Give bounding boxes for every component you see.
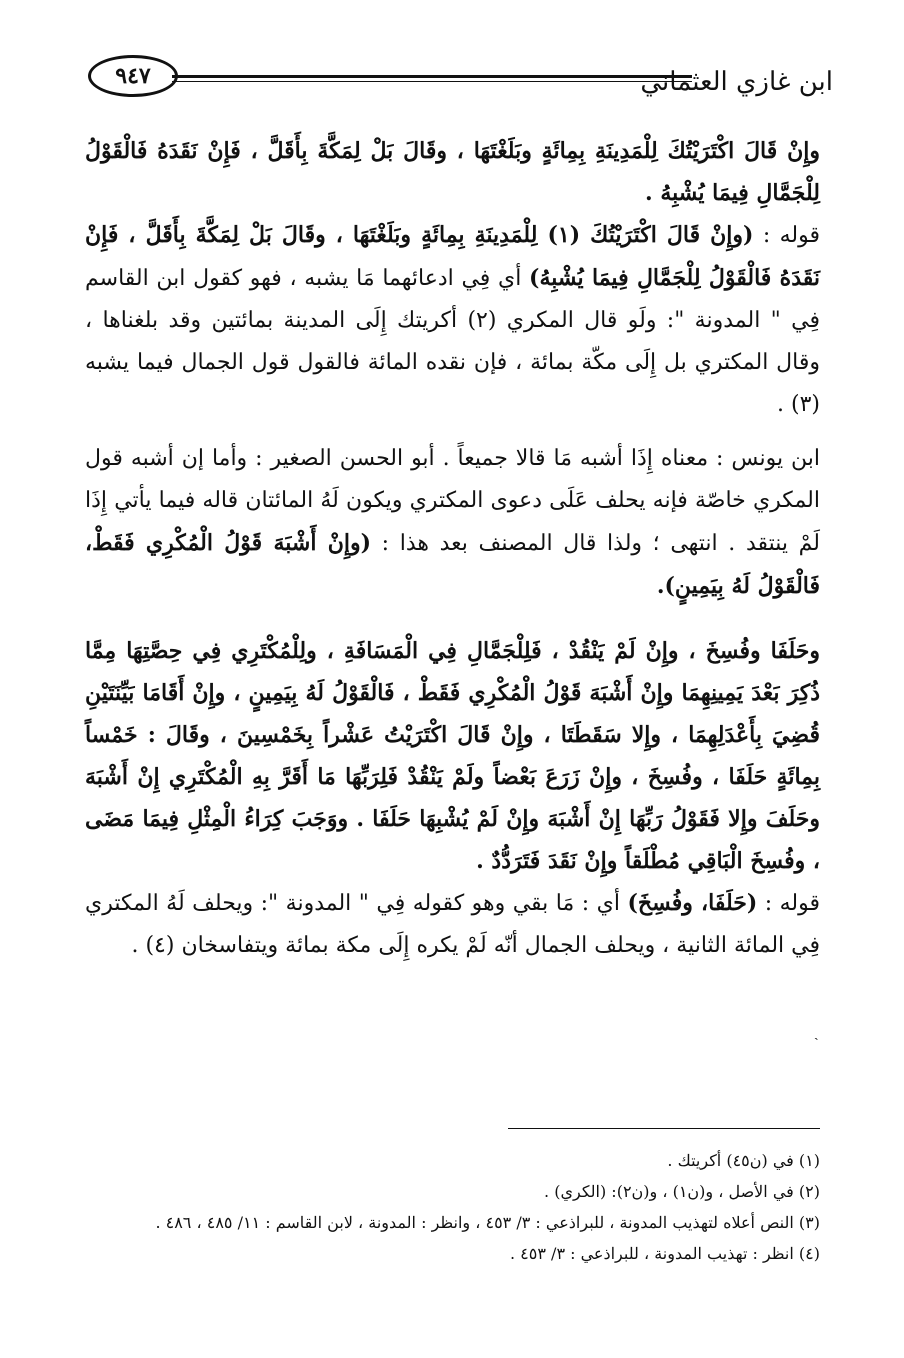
- quoted-matn: (وإِنْ قَالَ اكْتَرَيْتُكَ (١) لِلْمَدِينَةِ بِمِائَةٍ وبَلَغْتَهَا ، وقَالَ بَلْ لِمَكَّةَ بِأَقَلَّ ، فَإِنْ نَقَدَهُ فَالْقَوْلُ لِلْجَمَّالِ فِيمَا يُشْبِهُ): [85, 222, 820, 291]
- commentary-paragraph-1: [85, 214, 820, 426]
- commentary-text: أي : مَا بقي وهو كقوله فِي " المدونة ": ويحلف لَهُ المكتري فِي المائة الثانية ، ويحلف الجمال أنّه لَمْ يكره إِلَى مكة بمائة ويتفاسخان (٤) .: [85, 891, 820, 958]
- main-text: [85, 130, 820, 967]
- stray-mark: ˎ: [814, 1025, 819, 1041]
- commentary-text: ابن يونس : معناه إِذَا أشبه مَا قالا جميعاً . أبو الحسن الصغير : وأما إن أشبه قول المكري خاصّة فإنه يحلف عَلَى دعوى المكتري ويكون لَهُ المائتان قاله فيما يأتي إِذَا لَمْ ينتقد . انتهى ؛ ولذا قال المصنف بعد هذا :: [85, 446, 820, 556]
- header-rule: [172, 75, 692, 78]
- footnotes: [85, 1145, 820, 1269]
- page-header: [88, 55, 833, 110]
- footnote-1: (١) في (ن٤٥) أكريتك .: [667, 1151, 820, 1170]
- commentary-paragraph-2: [85, 438, 820, 608]
- running-title: ابن غازي العثماني: [640, 67, 833, 97]
- header-rule-thin: [172, 81, 692, 82]
- footnote-3: (٣) النص أعلاه لتهذيب المدونة ، للبراذعي : ٣/ ٤٥٣ ، وانظر : المدونة ، لابن القاسم : ١١/ ٤٨٥ ، ٤٨٦ .: [155, 1213, 820, 1232]
- footnote-2: (٢) في الأصل ، و(ن١) ، و(ن٢): (الكري) .: [544, 1182, 820, 1201]
- commentary-lead: قوله :: [757, 891, 821, 916]
- quoted-matn: (حَلَفَا، وفُسِخَ): [627, 890, 758, 916]
- quoted-matn: (وإِنْ أَشْبَهَ قَوْلُ الْمُكْرِي فَقَطْ، فَالْقَوْلُ لَهُ بِيَمِينٍ).: [85, 530, 820, 599]
- matn-paragraph-2: وحَلَفَا وفُسِخَ ، وإِنْ لَمْ يَنْقُدْ ، فَلِلْجَمَّالِ فِي الْمَسَافَةِ ، ولِلْمُكْتَرِي فِي حِصَّتِهَا مِمَّا ذُكِرَ بَعْدَ يَمِينِهِمَا وإِنْ أَشْبَهَ قَوْلُ الْمُكْرِي فَقَطْ ، فَالْقَوْلُ لَهُ بِيَمِينٍ ، وإِنْ أَقَامَا بَيِّنَتَيْنِ قُضِيَ بِأَعْدَلِهِمَا ، وإِلا سَقَطَتَا ، وإِنْ قَالَ اكْتَرَيْتُ عَشْراً بِخَمْسِينَ ، وقَالَ : خَمْساً بِمِائَةٍ حَلَفَا ، وفُسِخَ ، وإِنْ زَرَعَ بَعْضاً ولَمْ يَنْقُدْ فَلِرَبِّهَا مَا أَقَرَّ بِهِ الْمُكْتَرِي إِنْ أَشْبَهَ وحَلَفَ وإِلا فَقَوْلُ رَبِّهَا إِنْ أَشْبَهَ وإِنْ لَمْ يُشْبِهَا حَلَفَا . ووَجَبَ كِرَاءُ الْمِثْلِ فِيمَا مَضَى ، وفُسِخَ الْبَاقِي مُطْلَقاً وإِنْ نَقَدَ فَتَرَدُّدٌ .: [85, 638, 820, 874]
- footnote-4: (٤) انظر : تهذيب المدونة ، للبراذعي : ٣/ ٤٥٣ .: [510, 1244, 820, 1263]
- commentary-paragraph-3: [85, 882, 820, 967]
- matn-paragraph-1: وإِنْ قَالَ اكْتَرَيْتُكَ لِلْمَدِينَةِ بِمِائَةٍ وبَلَغْتَهَا ، وقَالَ بَلْ لِمَكَّةَ بِأَقَلَّ ، فَإِنْ نَقَدَهُ فَالْقَوْلُ لِلْجَمَّالِ فِيمَا يُشْبِهُ .: [85, 138, 820, 206]
- commentary-lead: قوله :: [753, 223, 820, 248]
- page-number: ٩٤٧: [88, 55, 178, 97]
- footnote-separator: [508, 1128, 820, 1129]
- commentary-text: أي فِي ادعائهما مَا يشبه ، فهو كقول ابن القاسم فِي " المدونة ": ولَو قال المكري (٢) أكريتك إِلَى المدينة بمائتين وقد بلغناها ، وقال المكتري بل إِلَى مكّة بمائة ، فإن نقده المائة فالقول قول الجمال فيما يشبه (٣) .: [85, 266, 820, 417]
